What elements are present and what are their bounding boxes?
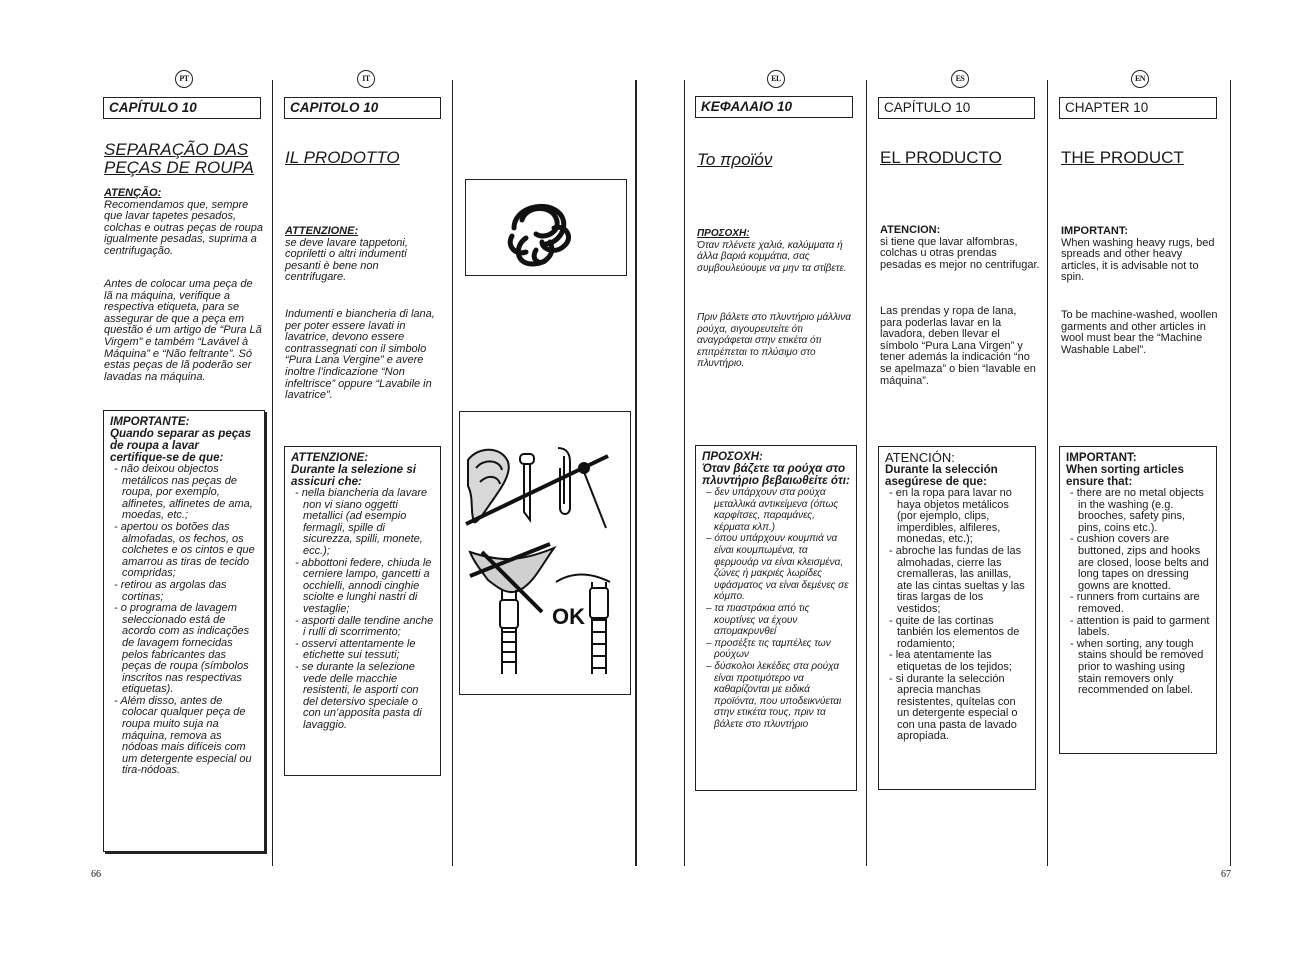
attention-text: si tiene que lavar alfombras, colchas u otras prendas pesadas es mejor no centrifugar. — [880, 235, 1040, 271]
checklist-item: - runners from curtains are removed. — [1066, 592, 1210, 615]
attention-text: Recomendamos que, sempre que lavar tapetes pesados, colchas e outras peças de roupa igualmente pesadas, suprima a centrifugação. — [104, 198, 263, 257]
wool-paragraph-es: Las prendas y ropa de lana, para poderlas lavar en la lavadora, deben llevar el símbolo “Pura Lana Virgen” y tener además la indicación “no se apelmaza” o bien “lavable en máquina”. — [880, 305, 1036, 387]
checklist-subheading: Quando separar as peças de roupa a lavar certifique-se de que: — [110, 427, 252, 464]
checklist-item: - abbottoni federe, chiuda le cerniere lampo, gancetti a occhielli, annodi cinghie sciolte e lunghi nastri di vestaglie; — [291, 558, 434, 616]
section-title-en: THE PRODUCT — [1061, 148, 1184, 167]
sorting-checklist-el — [695, 445, 857, 791]
wool-paragraph-en: To be machine-washed, woollen garments and other articles in wool must bear the “Machine Washable Label”. — [1061, 309, 1218, 356]
chapter-heading-es: CAPÍTULO 10 — [878, 97, 1035, 119]
checklist-item: - se durante la selezione vede delle macchie resistenti, le asporti con del detersivo speciale o con un’apposita pasta di lavaggio. — [291, 662, 434, 732]
checklist-item: - asporti dalle tendine anche i rulli di scorrimento; — [291, 616, 434, 639]
language-badge-it: IT — [357, 70, 375, 88]
checklist-item: – δύσκολοι λεκέδες στα ρούχα είναι προτιμότερο να καθαρίζονται με ειδικά προϊόντα, που υποδεικνύεται στην ετικέτα τους, πριν τα βάλετε στο πλυντήριο — [702, 661, 850, 731]
checklist-heading: ATENCIÓN: — [885, 450, 955, 465]
sorting-checklist-en — [1059, 446, 1217, 754]
column-rule — [1047, 80, 1048, 866]
checklist-item: – τα πιαστράκια από τις κουρτίνες να έχουν απομακρυνθεί — [702, 603, 850, 638]
column-rule — [1230, 80, 1231, 866]
checklist-item: - cushion covers are buttoned, zips and hooks are closed, loose belts and long tapes on dressing gowns are knotted. — [1066, 534, 1210, 592]
language-badge-es: ES — [951, 70, 969, 88]
page-number-right: 67 — [1221, 869, 1231, 880]
section-title-it: IL PRODOTTO — [285, 148, 400, 167]
sorting-drawings — [460, 412, 630, 694]
wool-label-illustration — [465, 179, 627, 276]
checklist-items — [702, 487, 850, 730]
page-number-left: 66 — [91, 869, 101, 880]
ok-label: OK — [552, 604, 585, 629]
sorting-checklist-es — [878, 446, 1036, 790]
wool-paragraph-pt: Antes de colocar uma peça de lã na máquina, verifique a respectiva etiqueta, para se assegurar de que a peça em questão é um artigo de “Pura Lã Virgem” e também “Lavável à Máquina” e “Não feltrante”. Só estas peças de lã poderão ser lavadas na máquina. — [104, 278, 262, 383]
chapter-heading-pt: CAPÍTULO 10 — [103, 97, 261, 119]
checklist-heading: IMPORTANTE: — [110, 415, 190, 428]
checklist-item: - retirou as argolas das cortinas; — [110, 580, 258, 603]
column-rule — [866, 80, 867, 866]
section-title-line: PEÇAS DE ROUPA — [104, 158, 254, 177]
attention-heading: ATTENZIONE: — [285, 225, 359, 237]
attention-note-it — [285, 226, 441, 284]
checklist-item: - when sorting, any tough stains should be removed prior to washing using stain removers only recommended on label. — [1066, 639, 1210, 697]
checklist-item: – όπου υπάρχουν κουμπιά να είναι κουμπωμένα, τα φερμουάρ να είναι κλεισμένα, ζώνες ή μακριές λωρίδες υφάσματος να είναι δεμένες σε κόμπο. — [702, 533, 850, 603]
checklist-subheading: Durante la selezione si assicuri che: — [291, 463, 417, 488]
chapter-heading-it: CAPITOLO 10 — [284, 97, 441, 119]
language-badge-pt: PT — [175, 70, 193, 88]
chapter-heading-en: CHAPTER 10 — [1059, 97, 1217, 119]
column-rule — [272, 80, 273, 866]
checklist-subheading: When sorting articles ensure that: — [1066, 463, 1184, 488]
checklist-item: - en la ropa para lavar no haya objetos metálicos (por ejemplo, clips, imperdibles, alfileres, monedas, etc.); — [885, 488, 1029, 546]
language-badge-el: EL — [767, 70, 785, 88]
wool-paragraph-it: Indumenti e biancheria di lana, per poter essere lavati in lavatrice, devono essere contrassegnati con il simbolo “Pura Lana Vergine” e avere inoltre l’indicazione “Non infeltrisce” oppure “Lavabile in lavatrice”. — [285, 308, 435, 402]
page-fold-rule — [635, 80, 637, 866]
section-title-el: Το προϊόν — [697, 150, 773, 169]
checklist-item: - quite de las cortinas tanbién los elementos de rodamiento; — [885, 616, 1029, 651]
sorting-illustration — [459, 411, 631, 695]
checklist-items — [885, 488, 1029, 743]
column-rule — [452, 80, 453, 866]
checklist-item: - abroche las fundas de las almohadas, cierre las cremalleras, las anillas, ate las cintas sueltas y las tiras largas de los vestidos; — [885, 546, 1029, 616]
checklist-items — [1066, 488, 1210, 697]
checklist-item: - attention is paid to garment labels. — [1066, 616, 1210, 639]
checklist-item: - o programa de lavagem seleccionado está de acordo com as indicações de lavagem fornecidas pelos fabricantes das peças de roupa (símbolos inscritos nas respectivas etiquetas). — [110, 603, 258, 696]
checklist-item: - apertou os botões das almofadas, os fechos, os colchetes e os cintos e que amarrou as tiras de tecido compridas; — [110, 522, 258, 580]
wool-paragraph-el: Πριν βάλετε στο πλυντήριο μάλλινα ρούχα, σιγουρευτείτε ότι αναγράφεται στην ετικέτα ότι επιτρέπεται το πλύσιμο στο πλυντήριο. — [697, 312, 851, 370]
chapter-heading-el: ΚΕΦΑΛΑΙΟ 10 — [695, 96, 853, 118]
checklist-heading: IMPORTANT: — [1066, 451, 1137, 464]
checklist-item: - there are no metal objects in the washing (e.g. brooches, safety pins, pins, coins etc.). — [1066, 488, 1210, 534]
attention-note-pt — [104, 188, 264, 258]
attention-text: se deve lavare tappetoni, copriletti o altri indumenti pesanti è bene non centrifugare. — [285, 236, 408, 284]
checklist-heading: ATTENZIONE: — [291, 451, 369, 464]
checklist-item: - Além disso, antes de colocar qualquer peça de roupa muito suja na máquina, remova as nódoas mais difíceis com um detergente especial ou tira-nódoas. — [110, 696, 258, 777]
section-title-line: SEPARAÇÃO DAS — [104, 140, 249, 159]
checklist-item: - não deixou objectos metálicos nas peças de roupa, por exemplo, alfinetes, alfinetes de ama, moedas, etc.; — [110, 464, 258, 522]
language-badge-en: EN — [1131, 70, 1149, 88]
checklist-item: - osservi attentamente le etichette sui tessuti; — [291, 639, 434, 662]
attention-heading: ATENCION: — [880, 224, 941, 236]
attention-heading: ATENÇÃO: — [104, 187, 162, 199]
checklist-heading: ΠΡΟΣΟΧΗ: — [702, 450, 763, 463]
checklist-item: - lea atentamente las etiquetas de los tejidos; — [885, 650, 1029, 673]
checklist-item: - si durante la selección aprecia manchas resistentes, quítelas con un detergente especial o con una pasta de lavado apropiada. — [885, 674, 1029, 744]
attention-heading: IMPORTANT: — [1061, 225, 1129, 237]
attention-note-es — [880, 225, 1040, 271]
checklist-subheading: Όταν βάζετε τα ρούχα στο πλυντήριο βεβαιωθείτε ότι: — [702, 462, 850, 487]
sorting-checklist-pt — [103, 410, 265, 852]
pure-wool-icon — [466, 180, 626, 275]
checklist-item: – δεν υπάρχουν στα ρούχα μεταλλικά αντικείμενα (όπως καρφίτσες, παραμάνες, κέρματα κλπ.) — [702, 487, 850, 533]
checklist-items — [110, 464, 258, 777]
checklist-subheading: Durante la selección asegúrese de que: — [885, 463, 998, 488]
attention-heading: ΠΡΟΣΟΧΗ: — [697, 228, 750, 239]
attention-text: When washing heavy rugs, bed spreads and other heavy articles, it is advisable not to spin. — [1061, 236, 1215, 284]
checklist-items — [291, 488, 434, 731]
attention-note-en — [1061, 226, 1221, 284]
checklist-item: – προσέξτε τις ταμπέλες των ρούχων — [702, 638, 850, 661]
section-title-es: EL PRODUCTO — [880, 148, 1002, 167]
attention-text: Όταν πλένετε χαλιά, καλύμματα ή άλλα βαριά κομμάτια, σας συμβουλεύουμε να μην τα στίβετε. — [697, 239, 847, 274]
sorting-checklist-it — [284, 446, 441, 776]
attention-note-el — [697, 228, 855, 274]
column-rule — [684, 80, 685, 866]
checklist-item: - nella biancheria da lavare non vi siano oggetti metallici (ad esempio fermagli, spille di sicurezza, spilli, monete, ecc.); — [291, 488, 434, 558]
section-title-pt — [104, 141, 264, 177]
